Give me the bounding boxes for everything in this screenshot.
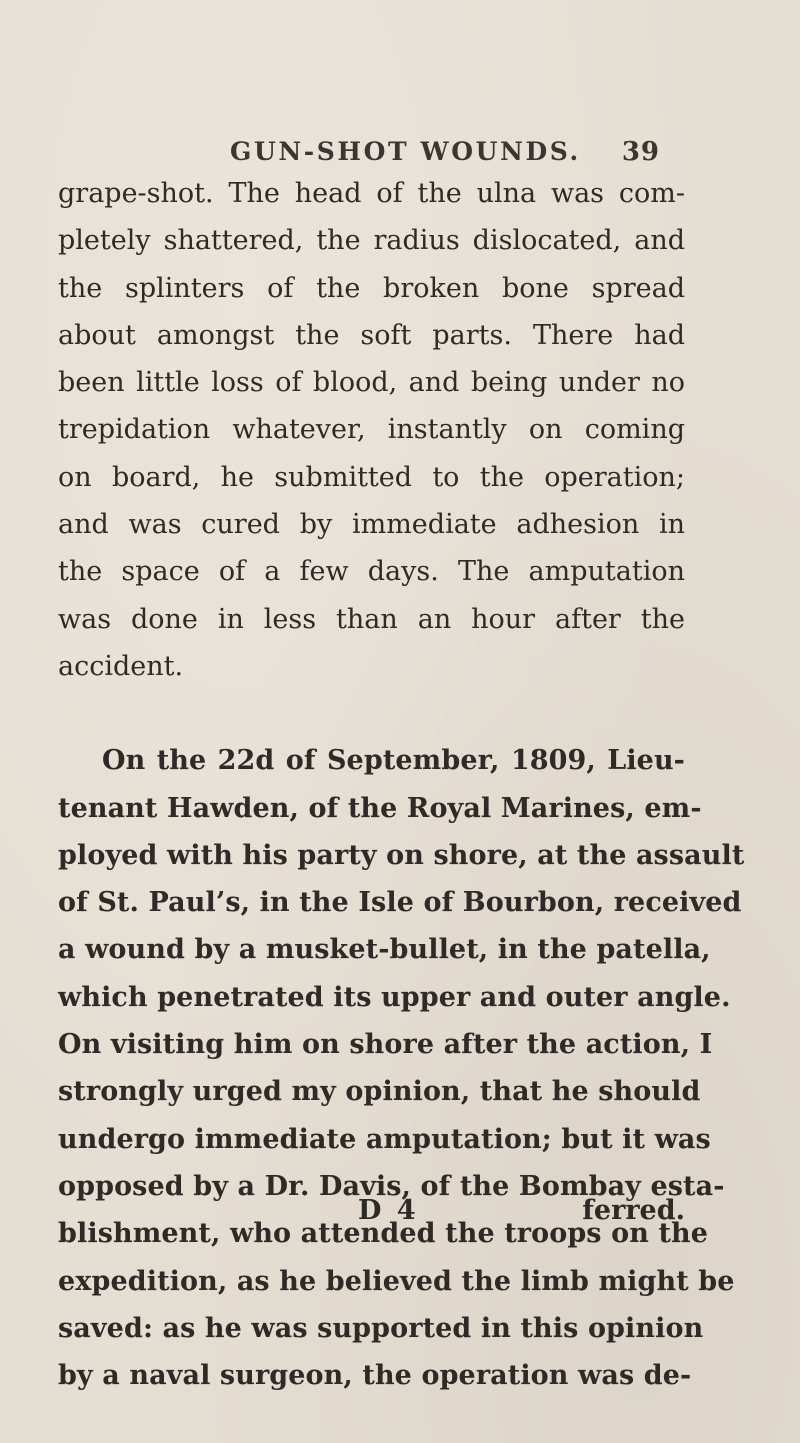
page-number: 39 [621,137,660,167]
catchword: ferred. [582,1195,685,1226]
text-line: about amongst the soft parts. There had [58,319,685,351]
text-line: the space of a few days. The amputation [58,556,685,588]
paragraph-1 [58,170,685,690]
text-line: by a naval surgeon, the operation was de- [58,1360,692,1392]
paragraph-gap [58,690,685,737]
text-line: blishment, who attended the troops on the [58,1218,709,1250]
text-line: On the 22d of September, 1809, Lieu- [102,745,685,777]
text-line: trepidation whatever, instantly on coming [58,414,685,446]
text-line: been little loss of blood, and being under no [58,367,685,399]
text-line: accident. [58,650,184,682]
text-line: on board, he submitted to the operation; [58,461,685,493]
page-footer [358,1187,685,1234]
text-line: ployed with his party on shore, at the assault [58,839,745,871]
text-line: strongly urged my opinion, that he should [58,1076,701,1108]
text-line: the splinters of the broken bone spread [58,272,685,304]
text-line: and was cured by immediate adhesion in [58,509,685,541]
text-line: which penetrated its upper and outer angle. [58,981,731,1013]
running-title: GUN-SHOT WOUNDS. [230,137,581,166]
text-line: pletely shattered, the radius dislocated, and [58,225,685,257]
paragraph-2 [58,737,745,1399]
text-line: was done in less than an hour after the [58,603,685,635]
text-line: a wound by a musket-bullet, in the patella, [58,934,711,966]
signature-mark: D 4 [358,1195,419,1226]
text-line: of St. Paul’s, in the Isle of Bourbon, received [58,887,742,919]
text-line: saved: as he was supported in this opinion [58,1312,704,1344]
text-line: opposed by a Dr. Davis, of the Bombay esta- [58,1170,725,1202]
text-line: expedition, as he believed the limb might be [58,1265,735,1297]
text-line: On visiting him on shore after the action, I [58,1029,713,1061]
text-line: undergo immediate amputation; but it was [58,1123,711,1155]
text-line: grape-shot. The head of the ulna was com- [58,178,685,209]
text-line: tenant Hawden, of the Royal Marines, em- [58,792,702,824]
